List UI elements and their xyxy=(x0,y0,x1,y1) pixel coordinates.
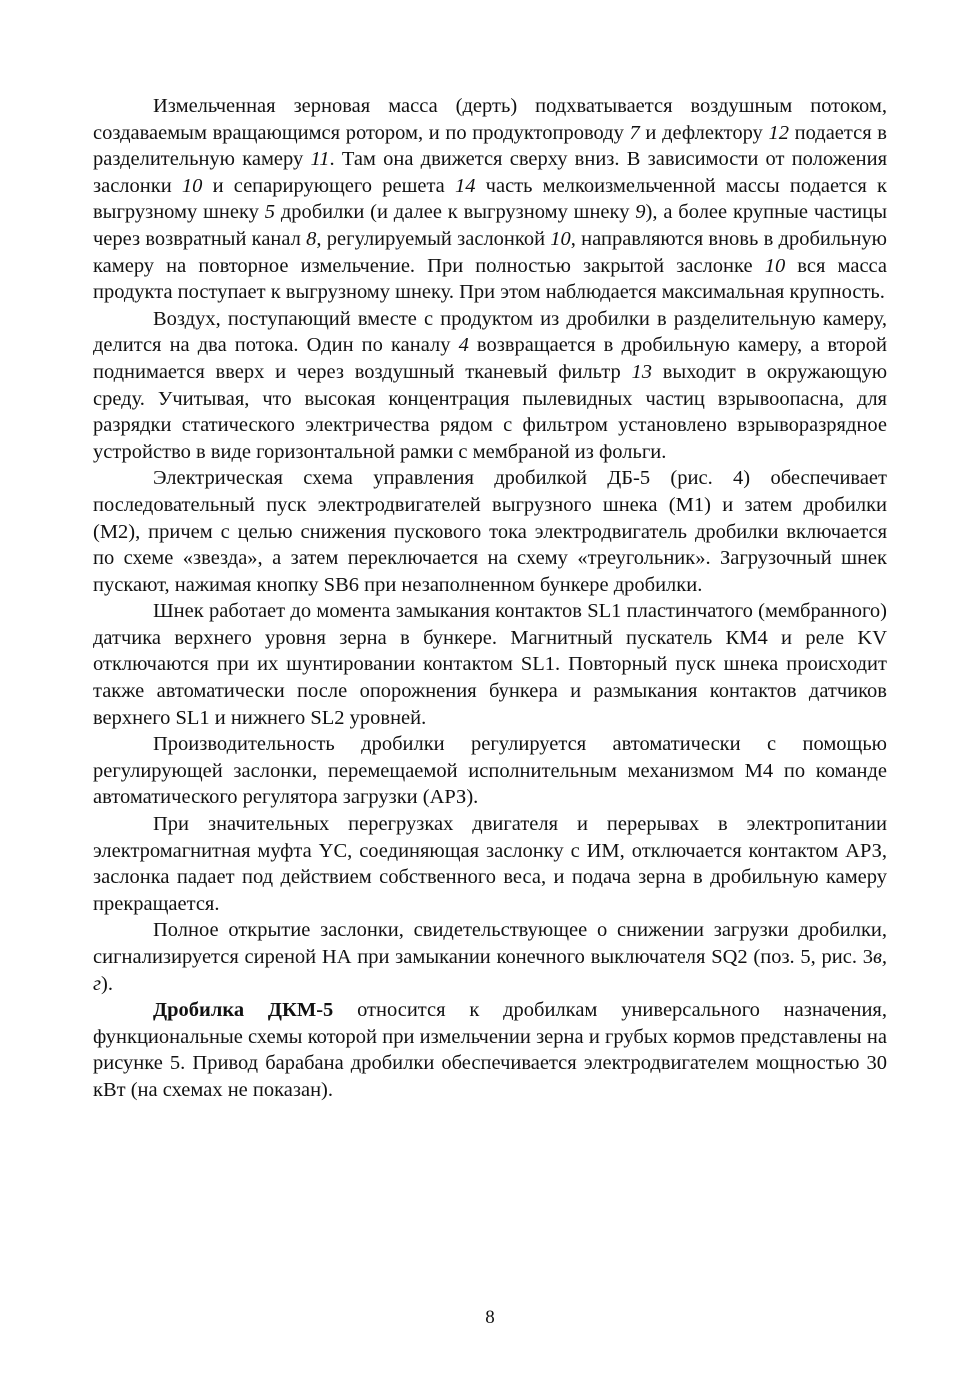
italic-reference: в, г xyxy=(93,946,887,995)
text-run: и сепарирующего решета xyxy=(202,174,455,197)
paragraph-6 xyxy=(93,811,887,917)
text-run: вся масса продукта поступает к выгрузному шнеку. При этом наблюдается максимальная крупность. xyxy=(93,254,887,304)
paragraph-4 xyxy=(93,598,887,731)
paragraph-2 xyxy=(93,306,887,466)
paragraph-3 xyxy=(93,465,887,598)
text-run: При значительных перегрузках двигателя и перерывах в электропитании электромагнитная муфта YC, соединяющая заслонку с ИМ, отключается контактом АРЗ, заслонка падает под действием собственного веса, и подача зерна в дробильную камеру прекращается. xyxy=(93,813,887,915)
paragraph-1 xyxy=(93,93,887,306)
paragraph-7 xyxy=(93,917,887,997)
italic-reference: 12 xyxy=(768,121,789,144)
italic-reference: 7 xyxy=(629,121,640,144)
text-run: относится к дробилкам универсального назначения, функциональные схемы которой при измельчении зерна и грубых кормов представлены на рисунке 5. Привод барабана дробилки обеспечивается электродвигателем мощностью 30 кВт (на схемах не показан). xyxy=(93,999,887,1101)
italic-reference: 10 xyxy=(550,227,571,250)
text-run: Измельченная зерновая масса (дерть) подхватывается воздушным потоком, создаваемым вращающимся ротором, и по продуктопроводу xyxy=(93,95,887,144)
italic-reference: 10 xyxy=(181,174,203,197)
text-run: ), а более крупные частицы через возвратный канал xyxy=(93,201,887,250)
text-run: подается в разделительную камеру xyxy=(93,121,887,171)
italic-reference: 4 xyxy=(458,334,469,357)
text-run: Электрическая схема управления дробилкой ДБ-5 (рис. 4) обеспечивает последовательный пуск электродвигателей выгрузного шнека (М1) и затем дробилки (М2), причем с целью снижения пускового тока электродвигатель дробилки включается по схеме «звезда», а затем переключается на схему «треугольник». Загрузочный шнек пускают, нажимая кнопку SB6 при незаполненном бункере дробилки. xyxy=(93,467,887,596)
text-run: ). xyxy=(101,972,113,995)
text-run: выходит в окружающую среду. Учитывая, что высокая концентрация пылевидных частиц взрывоопасна, для разрядки статического электричества рядом с фильтром установлено взрыворазрядное устройство в виде горизонтальной рамки с мембраной из фольги. xyxy=(93,360,888,463)
italic-reference: 10 xyxy=(764,254,786,277)
text-run: , направляются вновь в дробильную камеру на повторное измельчение. При полностью закрытой заслонке xyxy=(93,227,887,277)
text-run: Воздух, поступающий вместе с продуктом из дробилки в разделительную камеру, делится на два потока. Один по каналу xyxy=(93,307,887,357)
italic-reference: 14 xyxy=(454,174,476,197)
text-run: , регулируемый заслонкой xyxy=(316,227,551,250)
text-run: Шнек работает до момента замыкания контактов SL1 пластинчатого (мембранного) датчика верхнего уровня зерна в бункере. Магнитный пускатель КМ4 и реле KV отключаются при их шунтировании контактом SL1. Повторный пуск шнека происходит также автоматически после опорожнения бункера и размыкания контактов датчиков верхнего SL1 и нижнего SL2 уровней. xyxy=(93,600,887,729)
text-run: Производительность дробилки регулируется автоматически с помощью регулирующей заслонки, перемещаемой исполнительным механизмом М4 по команде автоматического регулятора загрузки (АРЗ). xyxy=(93,733,887,809)
paragraph-8 xyxy=(93,997,887,1103)
italic-reference: 9 xyxy=(635,201,646,224)
text-run: . Там она движется сверху вниз. В зависимости от положения заслонки xyxy=(93,148,887,197)
text-run: часть мелкоизмельченной массы подается к выгрузному шнеку xyxy=(93,174,887,224)
italic-reference: 13 xyxy=(631,360,652,383)
italic-reference: 11 xyxy=(310,148,330,171)
text-run: Полное открытие заслонки, свидетельствующее о снижении загрузки дробилки, сигнализируется сиреной НА при замыкании конечного выключателя SQ2 (поз. 5, рис. 3 xyxy=(93,919,887,968)
text-run: возвращается в дробильную камеру, а второй поднимается вверх и через воздушный тканевый фильтр xyxy=(93,334,888,383)
italic-reference: 8 xyxy=(306,227,317,250)
bold-term: Дробилка ДКМ-5 xyxy=(153,999,334,1022)
paragraph-5 xyxy=(93,731,887,811)
italic-reference: 5 xyxy=(264,201,275,224)
text-run: и дефлектору xyxy=(639,121,769,144)
page-body xyxy=(93,93,887,1104)
text-run: дробилки (и далее к выгрузному шнеку xyxy=(274,201,636,224)
page-number: 8 xyxy=(485,1307,495,1328)
